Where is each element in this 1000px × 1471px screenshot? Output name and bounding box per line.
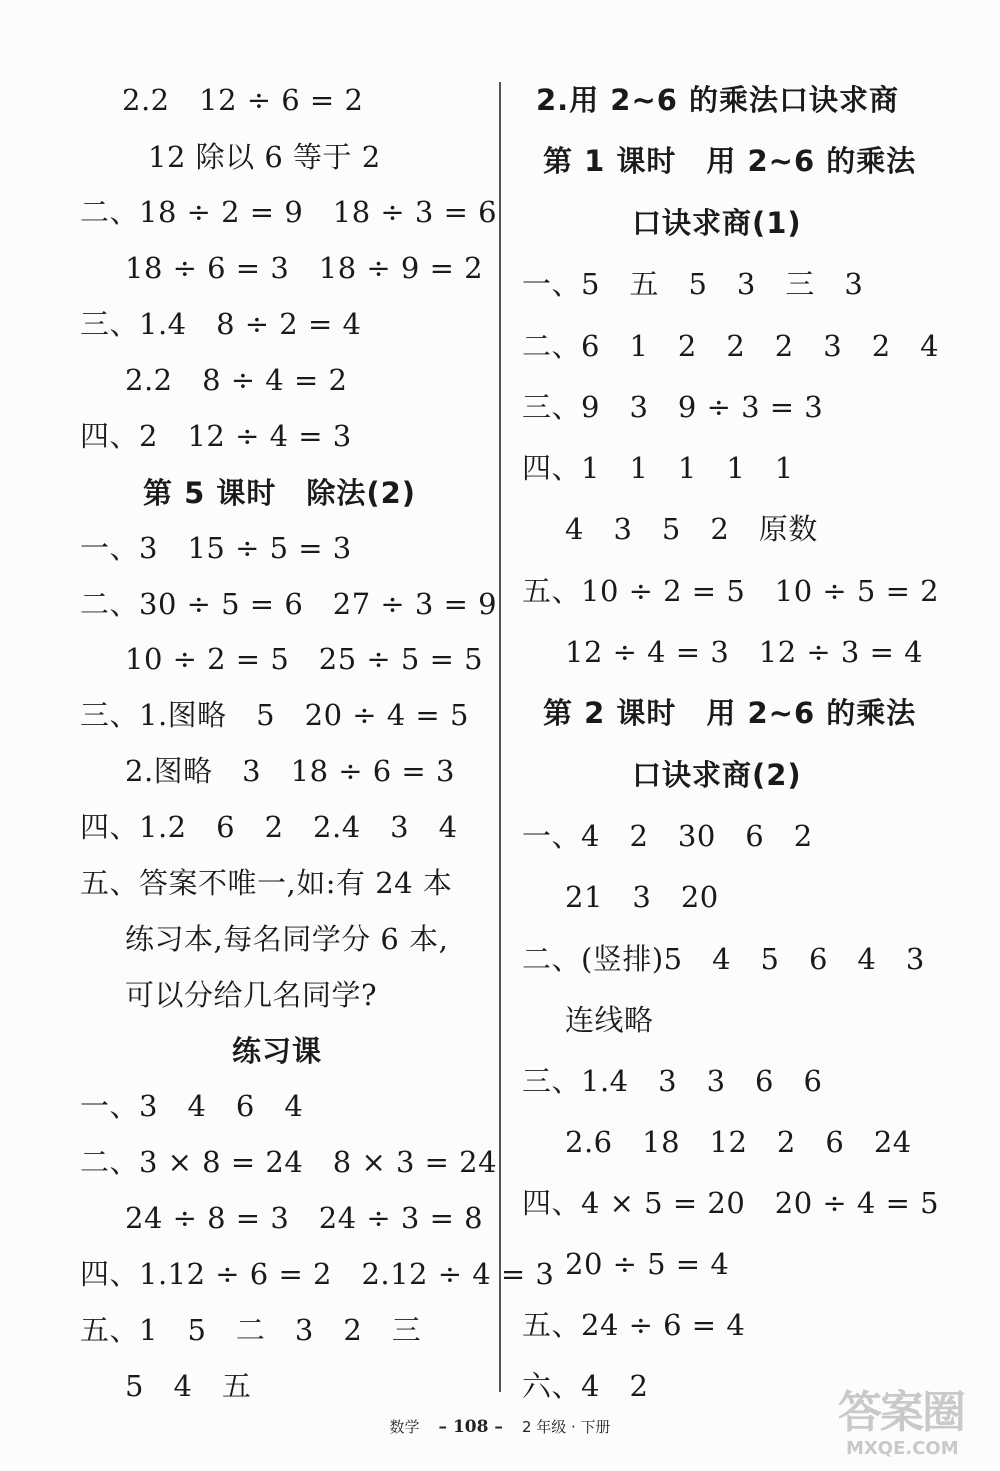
left-line-9: 一、3 15 ÷ 5 = 3 xyxy=(80,531,352,565)
left-line-3: 二、18 ÷ 2 = 9 18 ÷ 3 = 6 xyxy=(80,195,498,229)
right-line-18: 2.6 18 12 2 6 24 xyxy=(565,1125,912,1159)
left-line-2: 12 除以 6 等于 2 xyxy=(148,140,381,174)
left-line-24: 5 4 五 xyxy=(125,1369,252,1403)
left-line-7: 四、2 12 ÷ 4 = 3 xyxy=(80,419,352,453)
section-heading-lesson-5: 第 5 课时 除法(2) xyxy=(143,476,417,510)
left-line-10: 二、30 ÷ 5 = 6 27 ÷ 3 = 9 xyxy=(80,587,498,621)
left-line-15: 五、答案不唯一,如:有 24 本 xyxy=(80,866,453,900)
right-line-13: 一、4 2 30 6 2 xyxy=(522,819,813,853)
right-line-4: 一、5 五 5 3 三 3 xyxy=(522,267,864,301)
left-line-21: 24 ÷ 8 = 3 24 ÷ 3 = 8 xyxy=(125,1201,484,1235)
left-line-23: 五、1 5 二 3 2 三 xyxy=(80,1313,422,1347)
right-line-17: 三、1.4 3 3 6 6 xyxy=(522,1064,823,1098)
right-line-8: 4 3 5 2 原数 xyxy=(565,512,818,546)
section-heading-lesson-1-cont: 口诀求商(1) xyxy=(632,206,802,240)
right-line-16: 连线略 xyxy=(565,1003,654,1037)
left-line-1: 2.2 12 ÷ 6 = 2 xyxy=(122,83,364,117)
right-line-22: 六、4 2 xyxy=(522,1369,649,1403)
right-line-19: 四、4 × 5 = 20 20 ÷ 4 = 5 xyxy=(522,1186,940,1220)
section-heading-lesson-2: 第 2 课时 用 2~6 的乘法 xyxy=(543,696,917,730)
watermark-text: 答案圈 xyxy=(838,1387,964,1438)
right-line-15: 二、(竖排)5 4 5 6 4 3 xyxy=(522,942,925,976)
left-line-19: 一、3 4 6 4 xyxy=(80,1089,304,1123)
left-line-14: 四、1.2 6 2 2.4 3 4 xyxy=(80,810,458,844)
left-line-17: 可以分给几名同学? xyxy=(125,978,378,1012)
footer-subject: 数学 xyxy=(389,1418,420,1436)
right-line-7: 四、1 1 1 1 1 xyxy=(522,451,794,485)
section-heading-lesson-1: 第 1 课时 用 2~6 的乘法 xyxy=(543,144,917,178)
left-line-16: 练习本,每名同学分 6 本, xyxy=(125,922,449,956)
left-line-11: 10 ÷ 2 = 5 25 ÷ 5 = 5 xyxy=(125,642,484,676)
left-line-4: 18 ÷ 6 = 3 18 ÷ 9 = 2 xyxy=(125,251,484,285)
watermark-url: MXQE.COM xyxy=(846,1438,959,1459)
footer-grade: 2 年级 · 下册 xyxy=(521,1418,611,1436)
chapter-heading: 2.用 2~6 的乘法口诀求商 xyxy=(536,83,900,117)
column-divider xyxy=(499,82,501,1392)
watermark-logo xyxy=(838,1376,998,1466)
left-line-12: 三、1.图略 5 20 ÷ 4 = 5 xyxy=(80,698,469,732)
right-line-5: 二、6 1 2 2 2 3 2 4 xyxy=(522,329,940,363)
left-line-6: 2.2 8 ÷ 4 = 2 xyxy=(125,363,348,397)
right-line-21: 五、24 ÷ 6 = 4 xyxy=(522,1308,746,1342)
left-line-5: 三、1.4 8 ÷ 2 = 4 xyxy=(80,307,362,341)
right-line-9: 五、10 ÷ 2 = 5 10 ÷ 5 = 2 xyxy=(522,574,940,608)
right-line-10: 12 ÷ 4 = 3 12 ÷ 3 = 4 xyxy=(565,635,924,669)
left-line-13: 2.图略 3 18 ÷ 6 = 3 xyxy=(125,754,455,788)
right-line-20: 20 ÷ 5 = 4 xyxy=(565,1247,730,1281)
page-number: – 108 – xyxy=(438,1417,503,1437)
left-line-20: 二、3 × 8 = 24 8 × 3 = 24 xyxy=(80,1145,498,1179)
section-heading-lesson-2-cont: 口诀求商(2) xyxy=(632,758,802,792)
right-line-6: 三、9 3 9 ÷ 3 = 3 xyxy=(522,390,824,424)
right-line-14: 21 3 20 xyxy=(565,880,719,914)
left-line-22: 四、1.12 ÷ 6 = 2 2.12 ÷ 4 = 3 xyxy=(80,1257,555,1291)
section-heading-practice: 练习课 xyxy=(232,1034,323,1068)
